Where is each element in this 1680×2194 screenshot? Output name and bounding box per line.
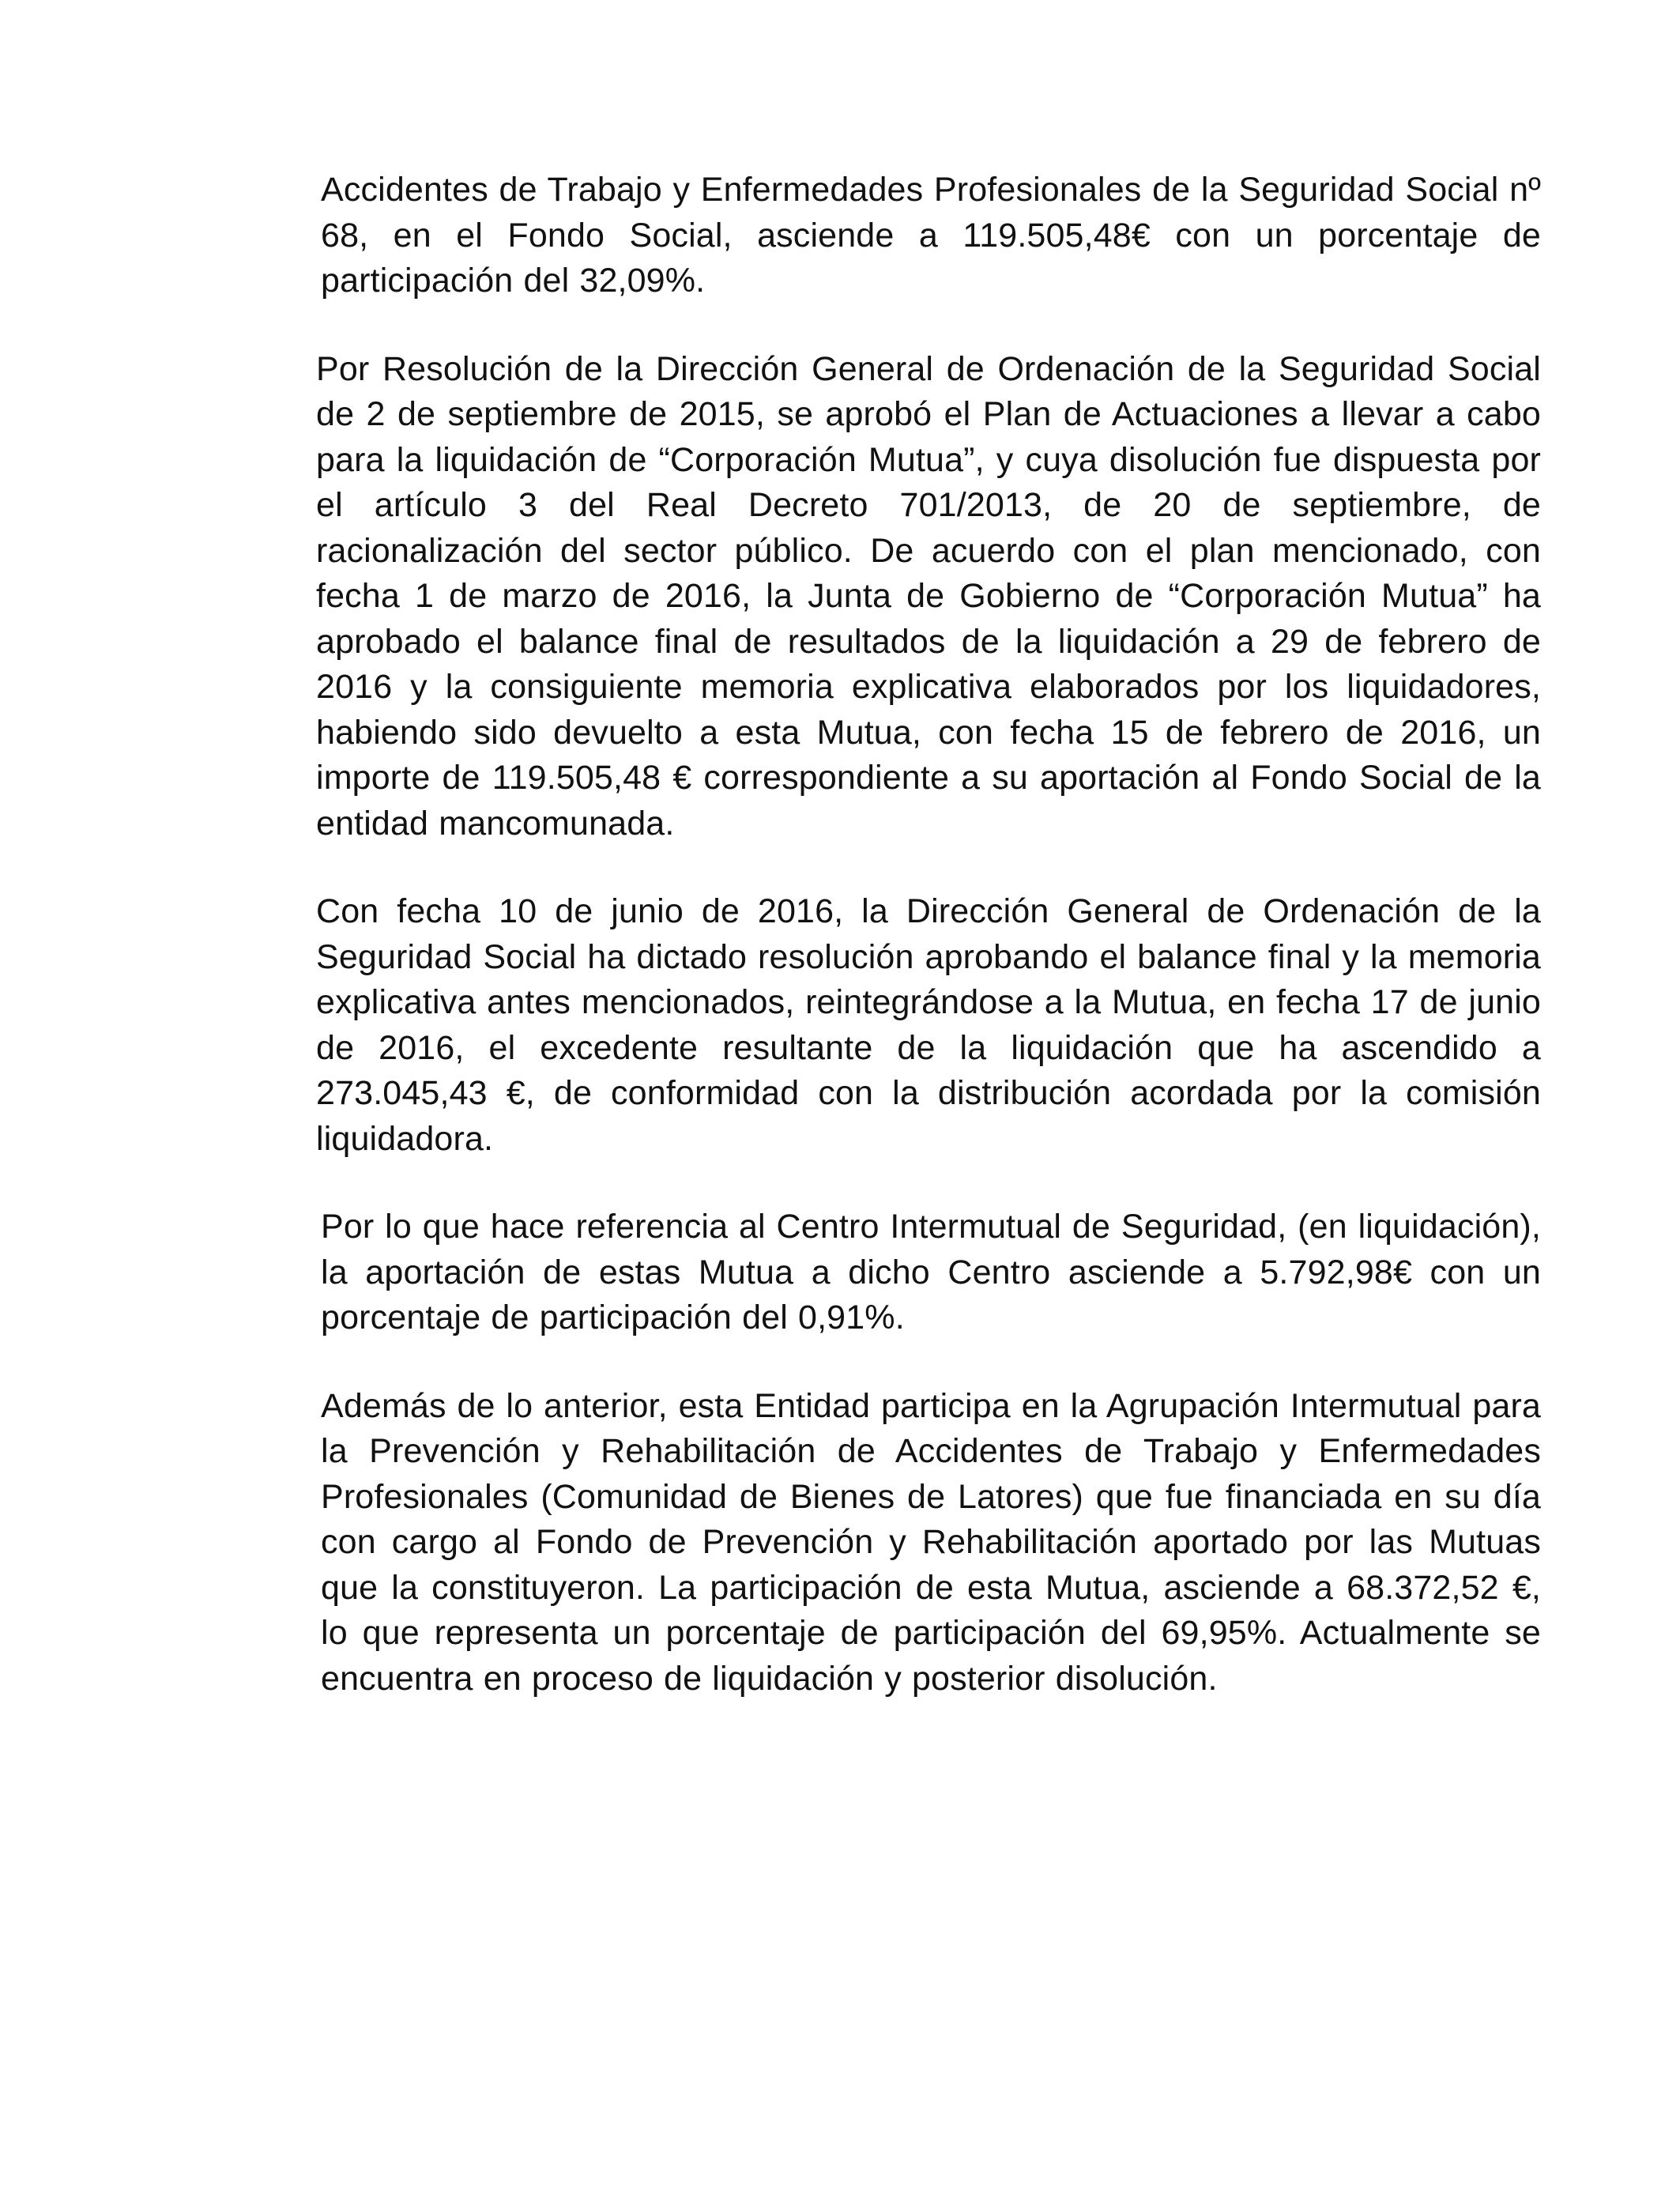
paragraph-centro-intermutual: Por lo que hace referencia al Centro Intermutual de Seguridad, (en liquidación), la aportación de estas Mutua a dicho Centro asciende a 5.792,98€ con un porcentaje de participación del 0,91%.: [321, 1208, 1541, 1336]
paragraph-agrupacion-intermutual: Además de lo anterior, esta Entidad participa en la Agrupación Intermutual para la Prevención y Rehabilitación de Accidentes de Trabajo y Enfermedades Profesionales (Comunidad de Bienes de Latores) que fue financiada en su día con cargo al Fondo de Prevención y Rehabilitación aportado por las Mutuas que la constituyeron. La participación de esta Mutua, asciende a 68.372,52 €, lo que representa un porcentaje de participación del 69,95%. Actualmente se encuentra en proceso de liquidación y posterior disolución.: [321, 1386, 1541, 1698]
paragraph-fondo-social: Accidentes de Trabajo y Enfermedades Profesionales de la Seguridad Social nº 68, en el Fondo Social, asciende a 119.505,48€ con un porcentaje de participación del 32,09%.: [321, 171, 1541, 300]
paragraph-corporacion-mutua: Por Resolución de la Dirección General de Ordenación de la Seguridad Social de 2 de septiembre de 2015, se aprobó el Plan de Actuaciones a llevar a cabo para la liquidación de “Corporación Mutua”, y cuya disolución fue dispuesta por el artículo 3 del Real Decreto 701/2013, de 20 de septiembre, de racionalización del sector público. De acuerdo con el plan mencionado, con fecha 1 de marzo de 2016, la Junta de Gobierno de “Corporación Mutua” ha aprobado el balance final de resultados de la liquidación a 29 de febrero de 2016 y la consiguiente memoria explicativa elaborados por los liquidadores, habiendo sido devuelto a esta Mutua, con fecha 15 de febrero de 2016, un importe de 119.505,48 € correspondiente a su aportación al Fondo Social de la entidad mancomunada.: [316, 349, 1541, 843]
paragraph-resolucion-junio: Con fecha 10 de junio de 2016, la Dirección General de Ordenación de la Seguridad Social ha dictado resolución aprobando el balance final y la memoria explicativa antes mencionados, reintegrándose a la Mutua, en fecha 17 de junio de 2016, el excedente resultante de la liquidación que ha ascendido a 273.045,43 €, de conformidad con la distribución acordada por la comisión liquidadora.: [316, 892, 1541, 1158]
document-body: [316, 168, 1541, 1744]
